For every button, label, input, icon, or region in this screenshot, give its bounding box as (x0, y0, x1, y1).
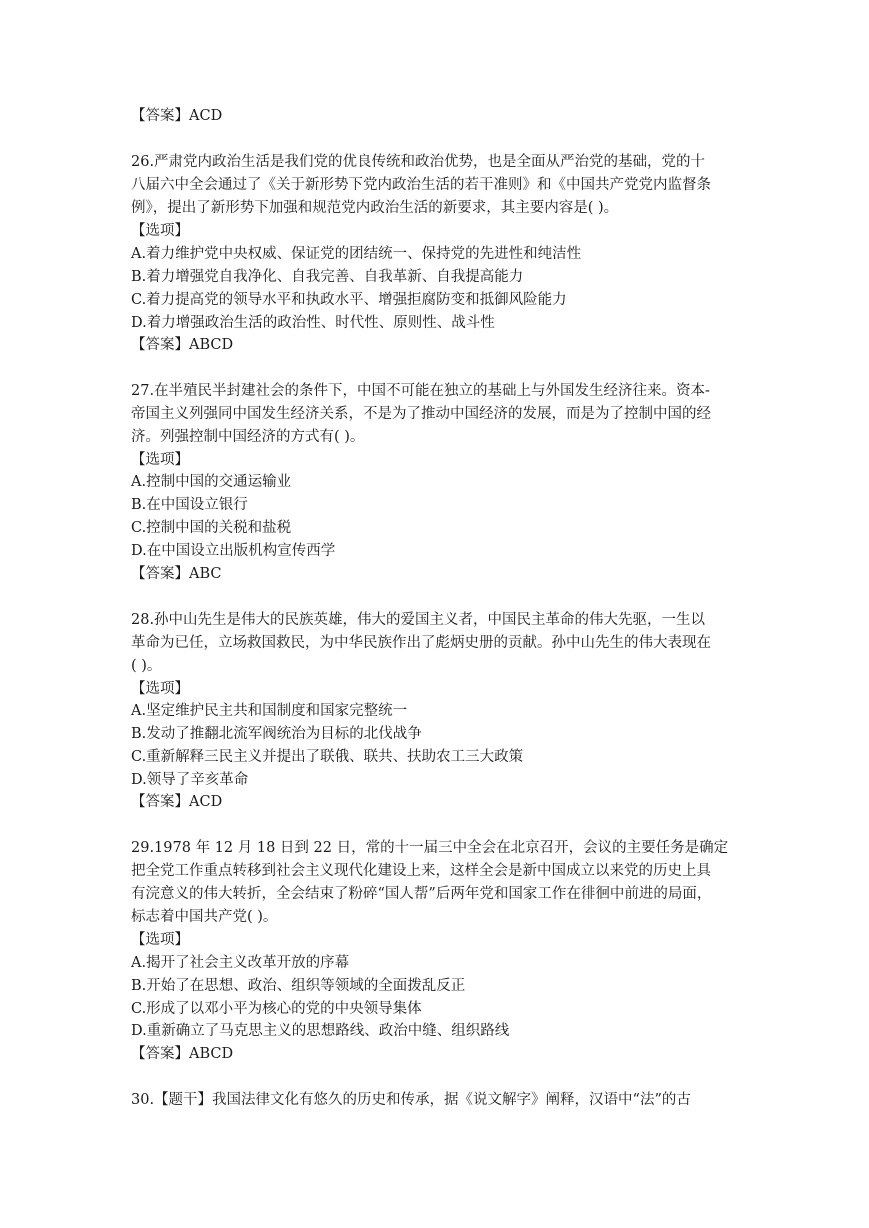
question-text: 27.在半殖民半封建社会的条件下，中国不可能在独立的基础上与外国发生经济往来。资本- (131, 383, 710, 399)
option-c: C.着力提高党的领导水平和执政水平、增强拒腐防变和抵御风险能力 (131, 292, 567, 308)
answer-line: 【答案】ABC (131, 566, 222, 582)
option-c: C.重新解释三民主义并提出了联俄、联共、扶助农工三大政策 (131, 749, 524, 765)
answer-line: 【答案】ABCD (131, 1046, 234, 1062)
answer-line: 【答案】ACD (131, 108, 223, 124)
option-b: B.着力增强党自我净化、自我完善、自我革新、自我提高能力 (131, 269, 524, 285)
option-d: D.在中国设立出版机构宣传西学 (131, 543, 336, 559)
answer-line: 【答案】ABCD (131, 337, 234, 353)
option-a: A.着力维护党中央权威、保证党的团结统一、保持党的先进性和纯洁性 (131, 246, 582, 262)
answer-line: 【答案】ACD (131, 794, 223, 810)
question-text: 26.严肃党内政治生活是我们党的优良传统和政治优势，也是全面从严治党的基础，党的十 (131, 154, 706, 170)
option-b: B.开始了在思想、政治、组织等领域的全面拨乱反正 (131, 978, 466, 994)
option-a: A.坚定维护民主共和国制度和国家完整统一 (131, 703, 408, 719)
question-30-text: 30.【题干】我国法律文化有悠久的历史和传承，据《说文解字》阐释，汉语中“法”的古 (131, 1092, 691, 1108)
question-text: 帝国主义列强同中国发生经济关系，不是为了推动中国经济的发展，而是为了控制中国的经 (131, 406, 711, 422)
option-a: A.控制中国的交通运输业 (131, 474, 292, 490)
question-text: 把全党工作重点转移到社会主义现代化建设上来，这样全会是新中国成立以来党的历史上具 (131, 863, 711, 879)
option-d: D.领导了辛亥革命 (131, 772, 249, 788)
question-text: 标志着中国共产党( )。 (131, 909, 278, 925)
question-text: 28.孙中山先生是伟大的民族英雄，伟大的爱国主义者，中国民主革命的伟大先驱，一生以 (131, 612, 706, 628)
question-text: 29.1978 年 12 月 18 日到 22 日，常的十一届三中全会在北京召开，会议的主要任务是确定 (131, 840, 729, 856)
question-text: 八届六中全会通过了《关于新形势下党内政治生活的若干准则》和《中国共产党党内监督条 (131, 177, 711, 193)
option-c: C.形成了以邓小平为核心的党的中央领导集体 (131, 1001, 422, 1017)
option-b: B.在中国设立银行 (131, 497, 248, 513)
option-c: C.控制中国的关税和盐税 (131, 520, 292, 536)
question-text: 济。列强控制中国经济的方式有( )。 (131, 429, 365, 445)
question-text: 例》，提出了新形势下加强和规范党内政治生活的新要求，其主要内容是( )。 (131, 200, 619, 216)
options-label: 【选项】 (131, 452, 189, 468)
options-label: 【选项】 (131, 932, 189, 948)
option-d: D.着力增强政治生活的政治性、时代性、原则性、战斗性 (131, 315, 495, 331)
question-text: 有浣意义的伟大转折，全会结束了粉碎“国人帮”后两年党和国家工作在徘徊中前进的局面， (131, 886, 712, 902)
question-text: ( )。 (131, 658, 162, 674)
options-label: 【选项】 (131, 681, 189, 697)
options-label: 【选项】 (131, 223, 189, 239)
option-b: B.发动了推翻北流军阀统治为目标的北伐战争 (131, 726, 422, 742)
option-a: A.揭开了社会主义改革开放的序幕 (131, 955, 350, 971)
question-text: 革命为已任，立场救国救民，为中华民族作出了彪炳史册的贡献。孙中山先生的伟大表现在 (131, 635, 711, 651)
option-d: D.重新确立了马克思主义的思想路线、政治中缝、组织路线 (131, 1023, 510, 1039)
